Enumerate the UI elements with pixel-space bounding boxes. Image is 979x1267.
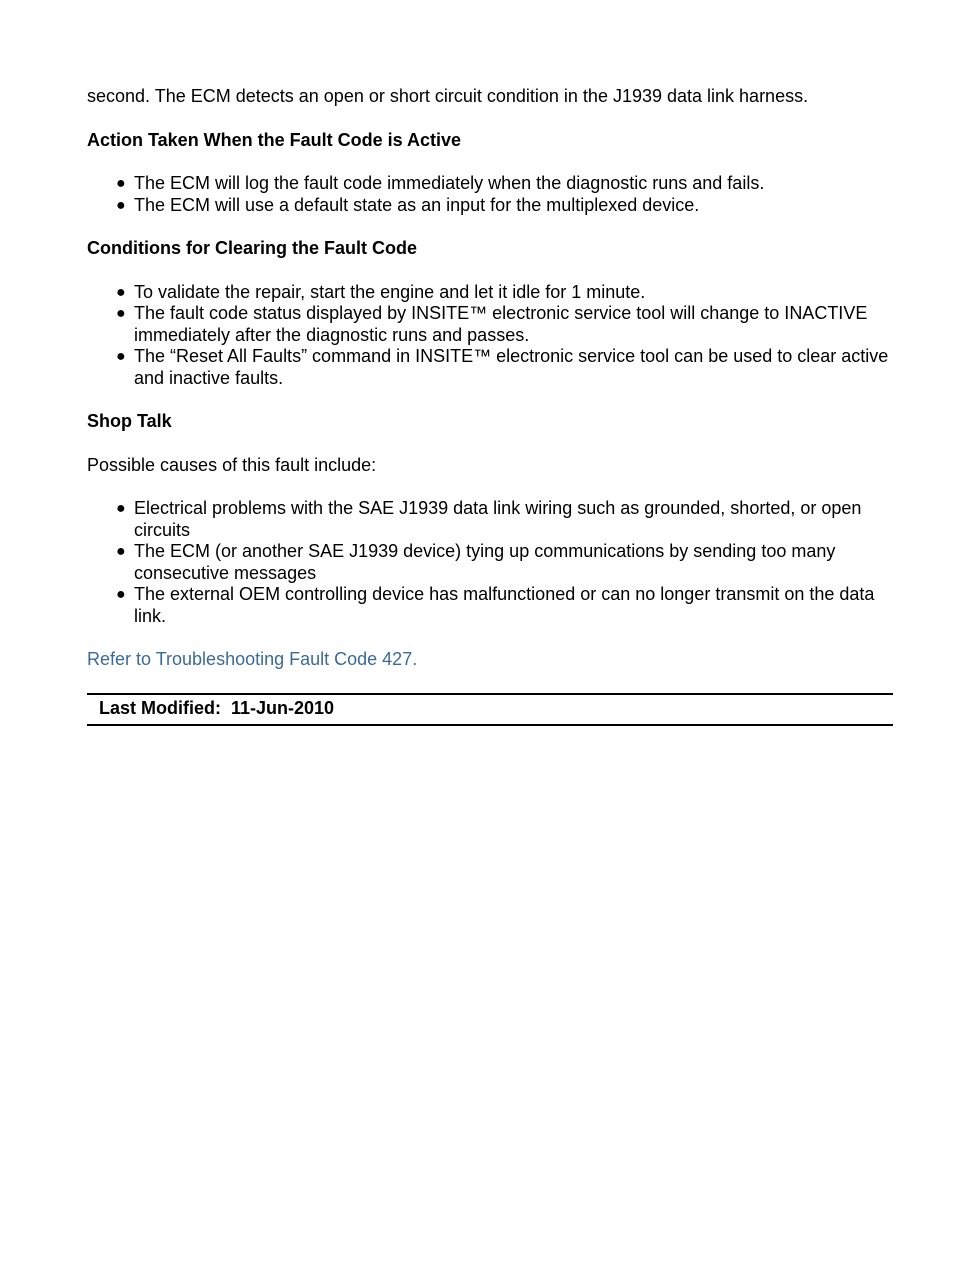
action-taken-list (87, 173, 893, 216)
list-item (116, 303, 893, 346)
bullet-icon: ● (116, 500, 126, 517)
section-heading-action-taken: Action Taken When the Fault Code is Active (87, 129, 462, 150)
list-item-text: The fault code status displayed by INSITE™ electronic service tool will change to INACTIVE immediately after the diagnostic runs and passes. (134, 303, 868, 345)
list-item (116, 281, 893, 304)
list-item-text: The ECM will use a default state as an input for the multiplexed device. (134, 194, 700, 215)
bullet-icon: ● (116, 348, 126, 365)
section-heading-clearing-conditions: Conditions for Clearing the Fault Code (87, 238, 417, 258)
bullet-icon: ● (116, 175, 126, 192)
troubleshooting-link[interactable]: Refer to Troubleshooting Fault Code 427. (87, 649, 418, 669)
bullet-icon: ● (116, 305, 126, 322)
intro-paragraph: second. The ECM detects an open or short circuit condition in the J1939 data link harness. (87, 86, 809, 106)
last-modified-bar (87, 693, 893, 726)
list-item (116, 541, 893, 584)
list-item-text: The “Reset All Faults” command in INSITE™ electronic service tool can be used to clear active and inactive faults. (134, 346, 889, 388)
list-item (116, 346, 893, 389)
list-item (116, 584, 893, 627)
list-item-text: Electrical problems with the SAE J1939 data link wiring such as grounded, shorted, or open circuits (134, 498, 862, 540)
document-page (87, 86, 893, 726)
bullet-icon: ● (116, 586, 126, 603)
last-modified-label: Last Modified: (99, 698, 221, 719)
bullet-icon: ● (116, 543, 126, 560)
list-item-text: The ECM (or another SAE J1939 device) tying up communications by sending too many consecutive messages (134, 541, 836, 583)
clearing-conditions-list (87, 282, 893, 390)
bullet-icon: ● (116, 283, 126, 301)
list-item-text: The ECM will log the fault code immediately when the diagnostic runs and fails. (134, 173, 765, 193)
bullet-icon: ● (116, 196, 126, 214)
section-heading-shop-talk: Shop Talk (87, 411, 172, 431)
list-item (116, 194, 893, 217)
list-item (116, 498, 893, 541)
list-item (116, 173, 893, 195)
list-item-text: To validate the repair, start the engine and let it idle for 1 minute. (134, 281, 646, 302)
possible-causes-list (87, 498, 893, 627)
shop-talk-paragraph: Possible causes of this fault include: (87, 454, 377, 475)
list-item-text: The external OEM controlling device has malfunctioned or can no longer transmit on the data link. (134, 584, 875, 626)
last-modified-date: 11-Jun-2010 (231, 698, 335, 719)
